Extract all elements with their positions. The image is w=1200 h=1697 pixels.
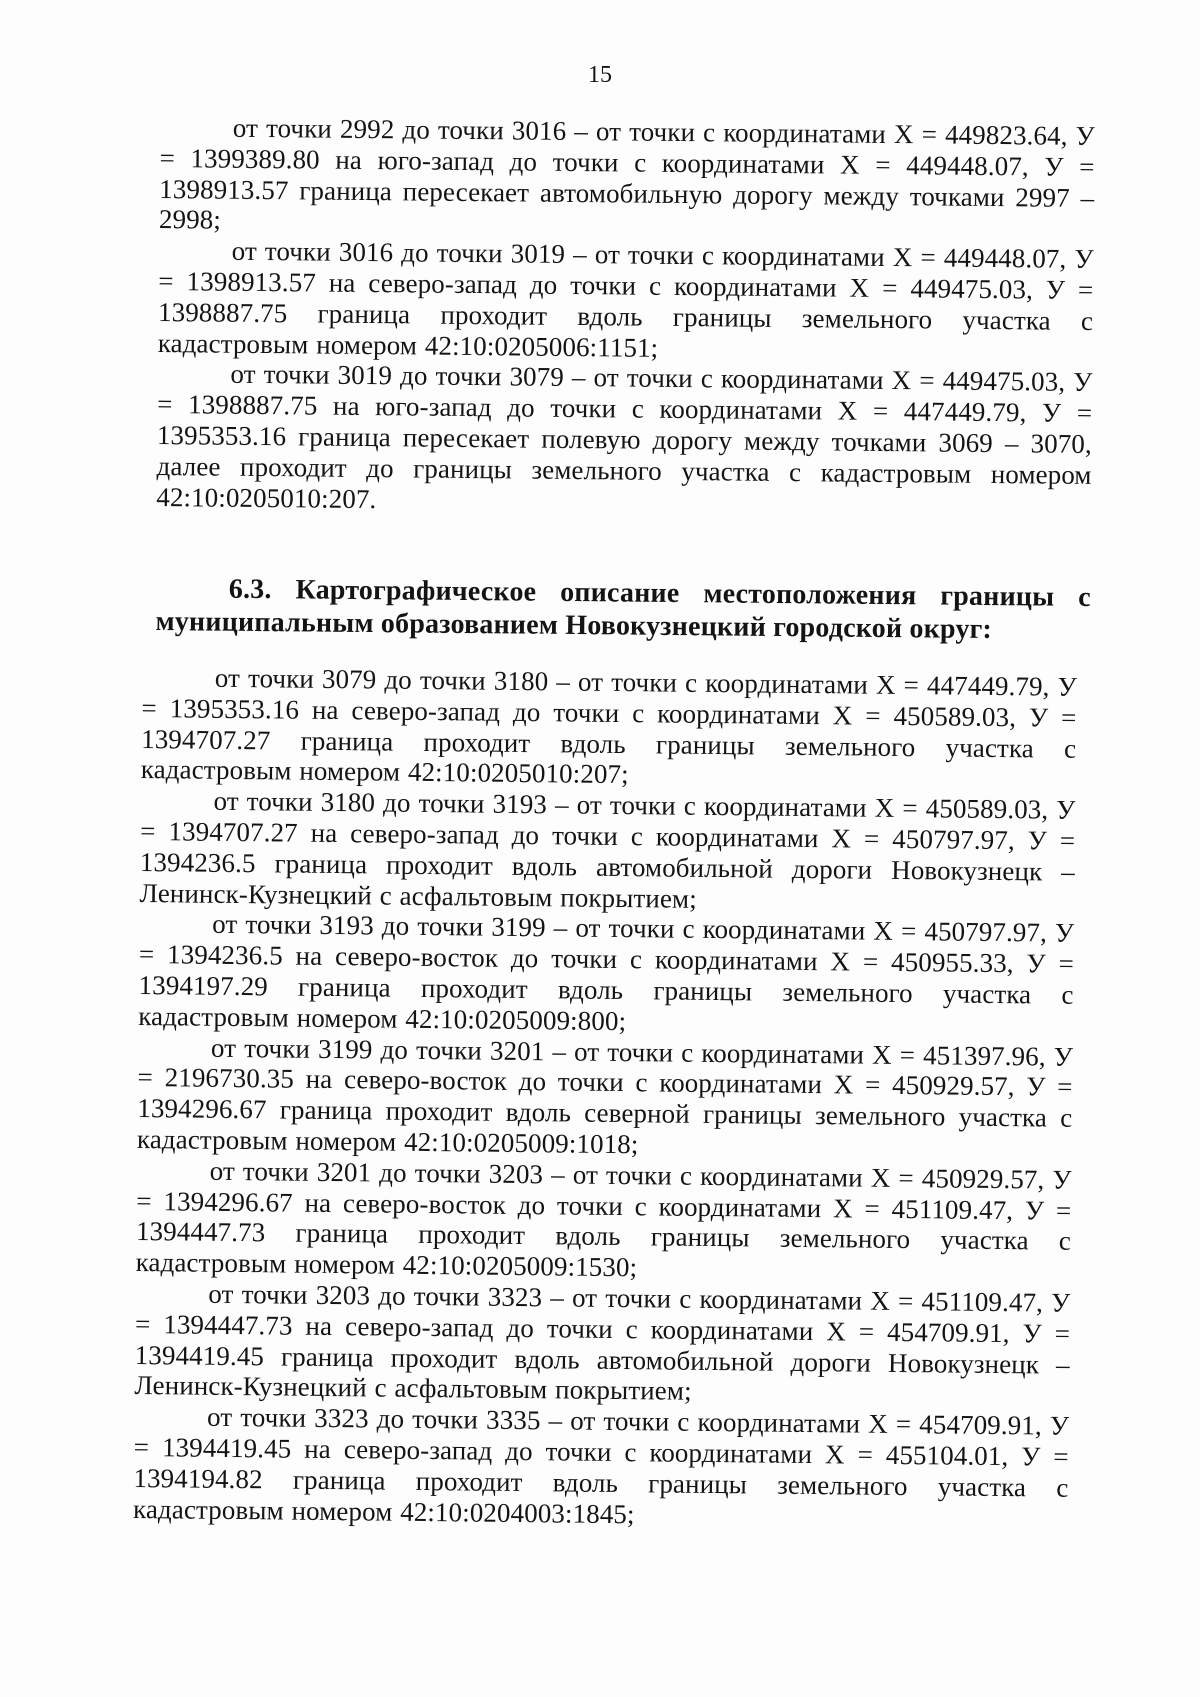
- boundary-segment-paragraph: от точки 3079 до точки 3180 – от точки с координатами Х = 447449.79, У = 1395353.16 на северо-запад до точки с координатами Х = 450589.03, У = 1394707.27 граница проходит вдоль границы земельного участка с кадастровым номером 42:10:0205010:207;: [140, 662, 1077, 790]
- boundary-segment-paragraph: от точки 3180 до точки 3193 – от точки с координатами Х = 450589.03, У = 1394707.27 на северо-запад до точки с координатами Х = 450797.97, У = 1394236.5 граница проходит вдоль автомобильной дороги Новокузнецк – Ленинск-Кузнецкий с асфальтовым покрытием;: [139, 785, 1076, 914]
- boundary-segment-paragraph: от точки 3201 до точки 3203 – от точки с координатами Х = 450929.57, У = 1394296.67 на северо-восток до точки с координатами Х = 451109.47, У = 1394447.73 граница проходит вдоль границы земельного участка с кадастровым номером 42:10:0205009:1530;: [135, 1155, 1072, 1283]
- boundary-segment-paragraph: от точки 3203 до точки 3323 – от точки с координатами Х = 451109.47, У = 1394447.73 на северо-запад до точки с координатами Х = 454709.91, У = 1394419.45 граница проходит вдоль автомобильной дороги Новокузнецк – Ленинск-Кузнецкий с асфальтовым покрытием;: [134, 1278, 1071, 1407]
- boundary-segment-paragraph: от точки 3199 до точки 3201 – от точки с координатами Х = 451397.96, У = 2196730.35 на северо-восток до точки с координатами Х = 450929.57, У = 1394296.67 граница проходит вдоль северной границы земельного участка с кадастровым номером 42:10:0205009:1018;: [136, 1032, 1074, 1160]
- section-heading: 6.3. Картографическое описание местоположения границы с муниципальным образованием Новокузнецкий городской округ:: [155, 573, 1091, 646]
- boundary-description-section-2: [133, 662, 1077, 1534]
- page-number: 15: [588, 62, 612, 88]
- section-heading-block: [155, 572, 1091, 647]
- boundary-segment-paragraph: от точки 3193 до точки 3199 – от точки с координатами Х = 450797.97, У = 1394236.5 на северо-восток до точки с координатами Х = 450955.33, У = 1394197.29 граница проходит вдоль границы земельного участка с кадастровым номером 42:10:0205009:800;: [138, 909, 1075, 1036]
- boundary-segment-paragraph: от точки 3019 до точки 3079 – от точки с координатами Х = 449475.03, У = 1398887.75 на юго-запад до точки с координатами Х = 447449.79, У = 1395353.16 граница пересекает полевую дорогу между точками 3069 – 3070, далее проходит до границы земельного участка с кадастровым номером 42:10:0205010:207.: [156, 359, 1093, 514]
- boundary-description-section-1: [156, 112, 1095, 521]
- boundary-segment-paragraph: от точки 3016 до точки 3019 – от точки с координатами Х = 449448.07, У = 1398913.57 на северо-запад до точки с координатами Х = 449475.03, У = 1398887.75 граница проходит вдоль границы земельного участка с кадастровым номером 42:10:0205006:1151;: [157, 235, 1094, 363]
- boundary-segment-paragraph: от точки 3323 до точки 3335 – от точки с координатами Х = 454709.91, У = 1394419.45 на северо-запад до точки с координатами Х = 455104.01, У = 1394194.82 граница проходит вдоль границы земельного участка с кадастровым номером 42:10:0204003:1845;: [132, 1401, 1070, 1529]
- boundary-segment-paragraph: от точки 2992 до точки 3016 – от точки с координатами Х = 449823.64, У = 1399389.80 на юго-запад до точки с координатами Х = 449448.07, У = 1398913.57 граница пересекает автомобильную дорогу между точками 2997 – 2998;: [158, 112, 1095, 235]
